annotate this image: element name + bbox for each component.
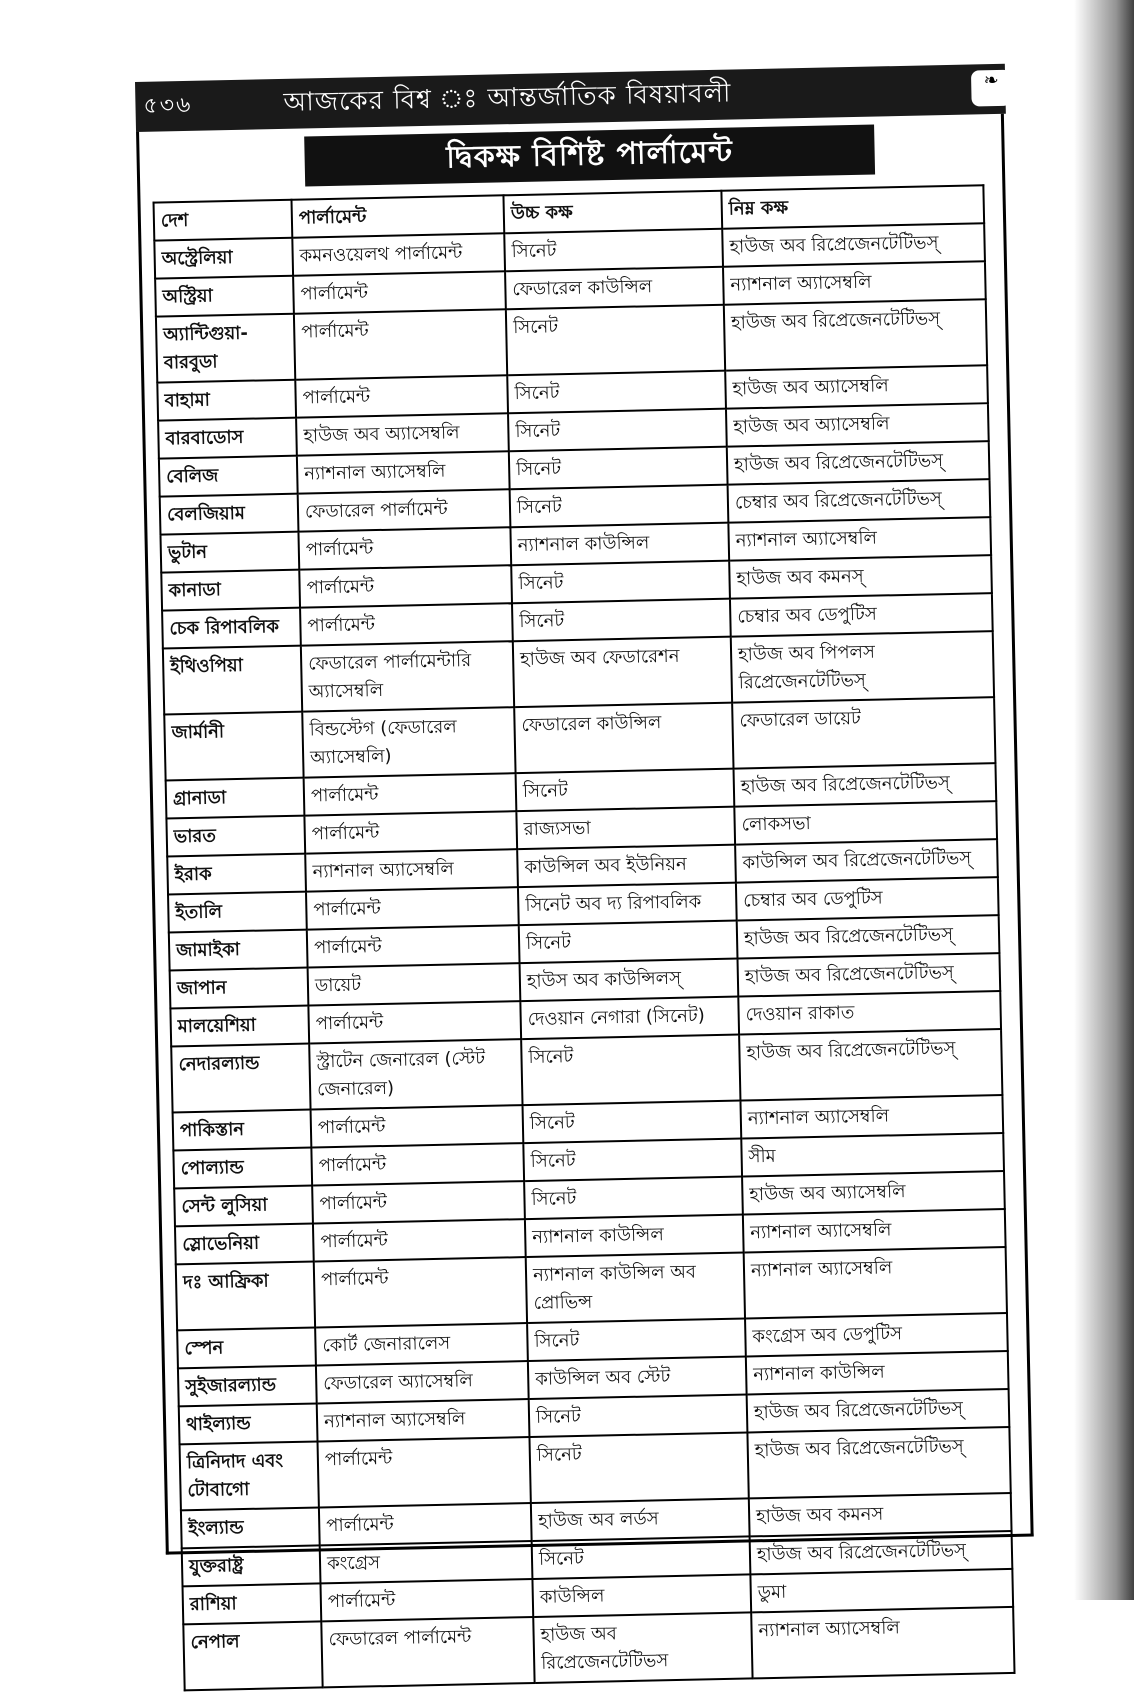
cell-country: বেলজিয়াম [160,494,299,535]
cell-lower-house: হাউজ অব রিপ্রেজেনটেটিভস্ [737,953,1000,996]
cell-lower-house: ন্যাশনাল অ্যাসেম্বলি [744,1247,1007,1318]
cell-country: ভারত [166,816,305,857]
cell-upper-house: সিনেট [506,305,725,376]
cell-parliament: ন্যাশনাল অ্যাসেম্বলি [305,849,518,891]
table-body [154,223,1014,1690]
column-header-country: দেশ [154,200,293,241]
cell-parliament: পার্লামেন্ট [312,1181,525,1223]
cell-lower-house: ন্যাশনাল অ্যাসেম্বলি [743,1209,1006,1252]
cell-parliament: ন্যাশনাল অ্যাসেম্বলি [297,451,510,493]
cell-parliament: ফেডারেল অ্যাসেম্বলি [316,1361,529,1403]
cell-parliament: পার্লামেন্ট [314,1257,527,1327]
column-header-parliament: পার্লামেন্ট [292,195,505,237]
cell-country: যুক্তরাষ্ট্র [182,1545,321,1586]
column-header-upper-house: উচ্চ কক্ষ [503,191,722,234]
cell-lower-house: ন্যাশনাল অ্যাসেম্বলি [723,261,986,304]
cell-country: স্লোভেনিয়া [175,1224,314,1265]
cell-lower-house: হাউজ অব রিপ্রেজেনটেটিভস্ [727,441,990,484]
cell-country: অস্ট্রেলিয়া [154,238,293,279]
cell-lower-house: হাউজ অব রিপ্রেজেনটেটিভস্ [737,915,1000,958]
cell-parliament: পার্লামেন্ট [306,887,519,929]
cell-parliament: পার্লামেন্ট [299,565,512,607]
cell-country: মালয়েশিয়া [170,1006,309,1047]
cell-lower-house: হাউজ অব রিপ্রেজেনটেটিভস্ [734,763,997,806]
cell-lower-house: হাউজ অব রিপ্রেজেনটেটিভস্ [722,223,985,266]
cell-parliament: পার্লামেন্ট [304,811,517,853]
cell-parliament: পার্লামেন্ট [320,1579,533,1621]
cell-lower-house: ন্যাশনাল কাউন্সিল [746,1351,1009,1394]
cell-parliament: পার্লামেন্ট [294,309,507,379]
cell-upper-house: ন্যাশনাল কাউন্সিল [525,1215,744,1258]
cell-upper-house: সিনেট [532,1536,751,1579]
cell-country: থাইল্যান্ড [179,1403,318,1444]
cell-upper-house: সিনেট [516,769,735,812]
cell-parliament: পার্লামেন্ট [308,1001,521,1043]
cell-country: নেপাল [183,1621,322,1690]
column-header-lower-house: নিম্ন কক্ষ [721,185,984,228]
cell-lower-house: ফেডারেল ডায়েট [732,697,995,768]
cell-parliament: হাউজ অব অ্যাসেম্বলি [296,413,509,455]
cell-lower-house: হাউজ অব রিপ্রেজেনটেটিভস্ [747,1427,1010,1498]
cell-country: দঃ আফ্রিকা [176,1262,315,1331]
section-title: দ্বিকক্ষ বিশিষ্ট পার্লামেন্ট [304,125,875,187]
cell-country: চেক রিপাবলিক [162,608,301,649]
cell-country: ভুটান [160,532,299,573]
cell-country: সুইজারল্যান্ড [178,1365,317,1406]
cell-country: বাহামা [157,380,296,421]
cell-parliament: কমনওয়েলথ পার্লামেন্ট [292,233,505,275]
cell-country: ইংল্যান্ড [181,1507,320,1548]
cell-upper-house: হাউস অব কাউন্সিলস্ [520,959,739,1002]
cell-parliament: ফেডারেল পার্লামেন্ট [298,489,511,531]
cell-country: সেন্ট লুসিয়া [174,1186,313,1227]
cell-country: পোল্যান্ড [173,1148,312,1189]
cell-upper-house: সিনেট [509,447,728,490]
cell-upper-house: সিনেট [521,1035,740,1106]
cell-lower-house: কাউন্সিল অব রিপ্রেজেনটেটিভস্ [735,839,998,882]
cell-lower-house: হাউজ অব রিপ্রেজেনটেটিভস্ [747,1389,1010,1432]
cell-lower-house: লোকসভা [734,801,997,844]
cell-country: পাকিস্তান [173,1110,312,1151]
cell-parliament: পার্লামেন্ট [304,773,517,815]
parliament-table [153,184,1016,1691]
cell-country: নেদারল্যান্ড [171,1044,310,1113]
cell-parliament: পার্লামেন্ট [313,1219,526,1261]
cell-country: অ্যান্টিগুয়া-বারবুডা [156,314,295,383]
cell-parliament: পার্লামেন্ট [295,375,508,417]
cell-country: জার্মানী [164,712,303,781]
cell-lower-house: হাউজ অব রিপ্রেজেনটেটিভস্ [750,1531,1013,1574]
cell-lower-house: চেম্বার অব রিপ্রেজেনটেটিভস্ [728,479,991,522]
cell-upper-house: কাউন্সিল [532,1574,751,1617]
cell-parliament: পার্লামেন্ট [307,925,520,967]
cell-upper-house: সিনেট [527,1318,746,1361]
running-head-title: আজকের বিশ্ব ঃ আন্তর্জাতিক বিষয়াবলী [283,78,732,118]
cell-parliament: স্ট্রাটেন জেনারেল (স্টেট জেনারেল) [309,1039,522,1109]
cell-upper-house: সিনেট [507,371,726,414]
cell-upper-house: সিনেট [519,921,738,964]
cell-country: ত্রিনিদাদ এবং টোবাগো [180,1441,319,1510]
content-box [136,114,1034,1674]
cell-upper-house: সিনেট [524,1177,743,1220]
cell-upper-house: হাউজ অব লর্ডস [531,1498,750,1541]
cell-lower-house: ন্যাশনাল অ্যাসেম্বলি [728,517,991,560]
cell-lower-house: হাউজ অব কমনস [749,1493,1012,1536]
cell-upper-house: সিনেট [504,229,723,272]
cell-lower-house: ডুমা [750,1569,1013,1612]
cell-parliament: ফেডারেল পার্লামেন্টারি অ্যাসেম্বলি [301,641,514,711]
cell-upper-house: রাজ্যসভা [516,807,735,850]
cell-lower-house: হাউজ অব অ্যাসেম্বলি [725,365,988,408]
cell-lower-house: চেম্বার অব ডেপুটিস [730,593,993,636]
cell-country: কানাডা [161,570,300,611]
cell-parliament: পার্লামেন্ট [319,1503,532,1545]
cell-lower-house: হাউজ অব রিপ্রেজেনটেটিভস্ [724,299,987,370]
book-page [135,64,1036,1674]
cell-upper-house: সিনেট [529,1432,748,1503]
cell-parliament: ন্যাশনাল অ্যাসেম্বলি [317,1399,530,1441]
cell-country: ইথিওপিয়া [163,646,302,715]
cell-parliament: কোর্ট জেনারালেস [315,1323,528,1365]
cell-lower-house: হাউজ অব কমনস্ [729,555,992,598]
cell-lower-house: কংগ্রেস অব ডেপুটিস [745,1313,1008,1356]
cell-lower-house: হাউজ অব রিপ্রেজেনটেটিভস্ [739,1029,1002,1100]
cell-upper-house: ফেডারেল কাউন্সিল [514,703,733,774]
cell-parliament: পার্লামেন্ট [298,527,511,569]
page-number: ৫৩৬ [143,92,193,119]
cell-upper-house: সিনেট [512,599,731,642]
cell-lower-house: দেওয়ান রাকাত [738,991,1001,1034]
cell-country: জামাইকা [169,930,308,971]
cell-lower-house: হাউজ অব অ্যাসেম্বলি [742,1171,1005,1214]
cell-parliament: কংগ্রেস [320,1541,533,1583]
cell-parliament: ফেডারেল পার্লামেন্ট [321,1617,534,1687]
cell-lower-house: হাউজ অব অ্যাসেম্বলি [726,403,989,446]
cell-lower-house: হাউজ অব পিপলস রিপ্রেজেনটেটিভস্ [731,631,994,702]
cell-parliament: পার্লামেন্ট [318,1437,531,1507]
cell-parliament: বিন্ডস্টেগ (ফেডারেল অ্যাসেম্বলি) [302,707,515,777]
cell-upper-house: হাউজ অব রিপ্রেজেনটেটিভস [533,1612,752,1683]
cell-parliament: পার্লামেন্ট [311,1105,524,1147]
corner-ornament-icon: ❧ [971,70,1012,107]
cell-upper-house: ন্যাশনাল কাউন্সিল [510,523,729,566]
cell-upper-house: সিনেট [510,485,729,528]
cell-lower-house: সীম [741,1133,1004,1176]
cell-parliament: পার্লামেন্ট [293,271,506,313]
cell-parliament: ডায়েট [308,963,521,1005]
cell-upper-house: সিনেট অব দ্য রিপাবলিক [518,883,737,926]
cell-upper-house: সিনেট [508,409,727,452]
cell-upper-house: হাউজ অব ফেডারেশন [513,637,732,708]
cell-country: জাপান [170,968,309,1009]
cell-upper-house: সিনেট [523,1139,742,1182]
cell-upper-house: দেওয়ান নেগারা (সিনেট) [520,997,739,1040]
cell-country: ইরাক [167,854,306,895]
cell-upper-house: কাউন্সিল অব স্টেট [528,1356,747,1399]
page-edge-shadow [1074,0,1134,1600]
cell-upper-house: সিনেট [529,1394,748,1437]
cell-lower-house: ন্যাশনাল অ্যাসেম্বলি [751,1607,1014,1678]
cell-country: বেলিজ [159,456,298,497]
cell-upper-house: সিনেট [511,561,730,604]
cell-country: ইতালি [168,892,307,933]
cell-country: স্পেন [177,1328,316,1369]
cell-lower-house: চেম্বার অব ডেপুটিস [736,877,999,920]
cell-country: অস্ট্রিয়া [155,276,294,317]
cell-upper-house: ফেডারেল কাউন্সিল [505,267,724,310]
cell-upper-house: ন্যাশনাল কাউন্সিল অব প্রোভিন্স [526,1253,745,1324]
cell-upper-house: কাউন্সিল অব ইউনিয়ন [517,845,736,888]
cell-parliament: পার্লামেন্ট [311,1143,524,1185]
cell-upper-house: সিনেট [523,1101,742,1144]
cell-country: গ্রানাডা [166,778,305,819]
cell-country: বারবাডোস [158,418,297,459]
cell-country: রাশিয়া [183,1583,322,1624]
cell-parliament: পার্লামেন্ট [300,603,513,645]
cell-lower-house: ন্যাশনাল অ্যাসেম্বলি [740,1095,1003,1138]
